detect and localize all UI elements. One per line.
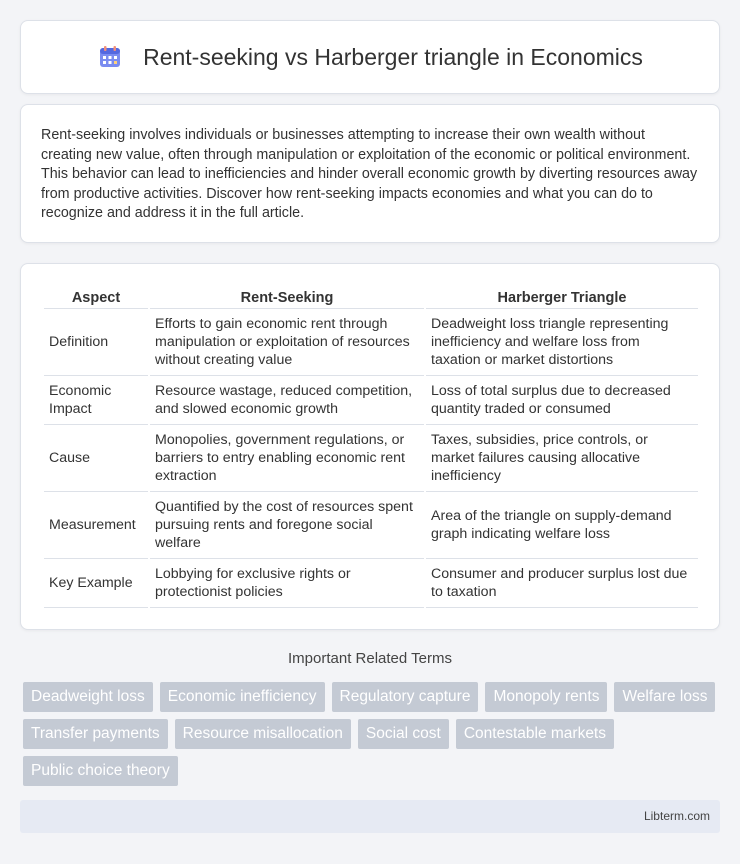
- related-terms-list: [23, 682, 723, 786]
- related-term-tag[interactable]: Economic inefficiency: [160, 682, 325, 712]
- row-rent-seeking: Efforts to gain economic rent through manipulation or exploitation of resources without creating value: [150, 309, 424, 376]
- row-rent-seeking: Quantified by the cost of resources spent pursuing rents and foregone social welfare: [150, 492, 424, 559]
- related-term-tag[interactable]: Public choice theory: [23, 756, 178, 786]
- comparison-table: [42, 284, 700, 608]
- row-rent-seeking: Monopolies, government regulations, or barriers to entry enabling economic rent extraction: [150, 425, 424, 492]
- footer: [20, 800, 720, 833]
- row-aspect: Economic Impact: [44, 376, 148, 425]
- row-aspect: Key Example: [44, 559, 148, 608]
- title-card: [20, 20, 720, 94]
- related-term-tag[interactable]: Deadweight loss: [23, 682, 153, 712]
- row-aspect: Measurement: [44, 492, 148, 559]
- related-term-tag[interactable]: Social cost: [358, 719, 449, 749]
- row-aspect: Cause: [44, 425, 148, 492]
- related-term-tag[interactable]: Monopoly rents: [485, 682, 607, 712]
- related-term-tag[interactable]: Regulatory capture: [332, 682, 479, 712]
- header-aspect: Aspect: [44, 284, 148, 309]
- row-harberger: Area of the triangle on supply-demand graph indicating welfare loss: [426, 492, 698, 559]
- related-term-tag[interactable]: Transfer payments: [23, 719, 168, 749]
- footer-site-link[interactable]: Libterm.com: [643, 809, 710, 823]
- row-harberger: Consumer and producer surplus lost due to taxation: [426, 559, 698, 608]
- table-row: [44, 309, 698, 376]
- row-rent-seeking: Lobbying for exclusive rights or protectionist policies: [150, 559, 424, 608]
- table-row: [44, 559, 698, 608]
- related-term-tag[interactable]: Resource misallocation: [175, 719, 351, 749]
- related-term-tag[interactable]: Welfare loss: [614, 682, 715, 712]
- intro-card: [20, 104, 720, 243]
- intro-text: Rent-seeking involves individuals or businesses attempting to increase their own wealth without creating new value, often through manipulation or exploitation of the economic or political environment. This behavior can lead to inefficiencies and hinder overall economic growth by diverting resources away from productive activities. Discover how rent-seeking impacts economies and what you can do to recognize and address it in the full article.: [41, 127, 698, 221]
- table-row: [44, 376, 698, 425]
- comparison-table-card: [20, 263, 720, 630]
- row-harberger: Deadweight loss triangle representing inefficiency and welfare loss from taxation or market distortions: [426, 309, 698, 376]
- related-terms-title: Important Related Terms: [288, 650, 452, 667]
- header-harberger-triangle: Harberger Triangle: [426, 284, 698, 309]
- row-rent-seeking: Resource wastage, reduced competition, and slowed economic growth: [150, 376, 424, 425]
- table-row: [44, 425, 698, 492]
- row-harberger: Taxes, subsidies, price controls, or market failures causing allocative inefficiency: [426, 425, 698, 492]
- calendar-icon: [97, 44, 123, 70]
- page-title: Rent-seeking vs Harberger triangle in Economics: [143, 43, 643, 70]
- row-aspect: Definition: [44, 309, 148, 376]
- table-header-row: [44, 284, 698, 309]
- row-harberger: Loss of total surplus due to decreased quantity traded or consumed: [426, 376, 698, 425]
- related-term-tag[interactable]: Contestable markets: [456, 719, 614, 749]
- table-row: [44, 492, 698, 559]
- header-rent-seeking: Rent-Seeking: [150, 284, 424, 309]
